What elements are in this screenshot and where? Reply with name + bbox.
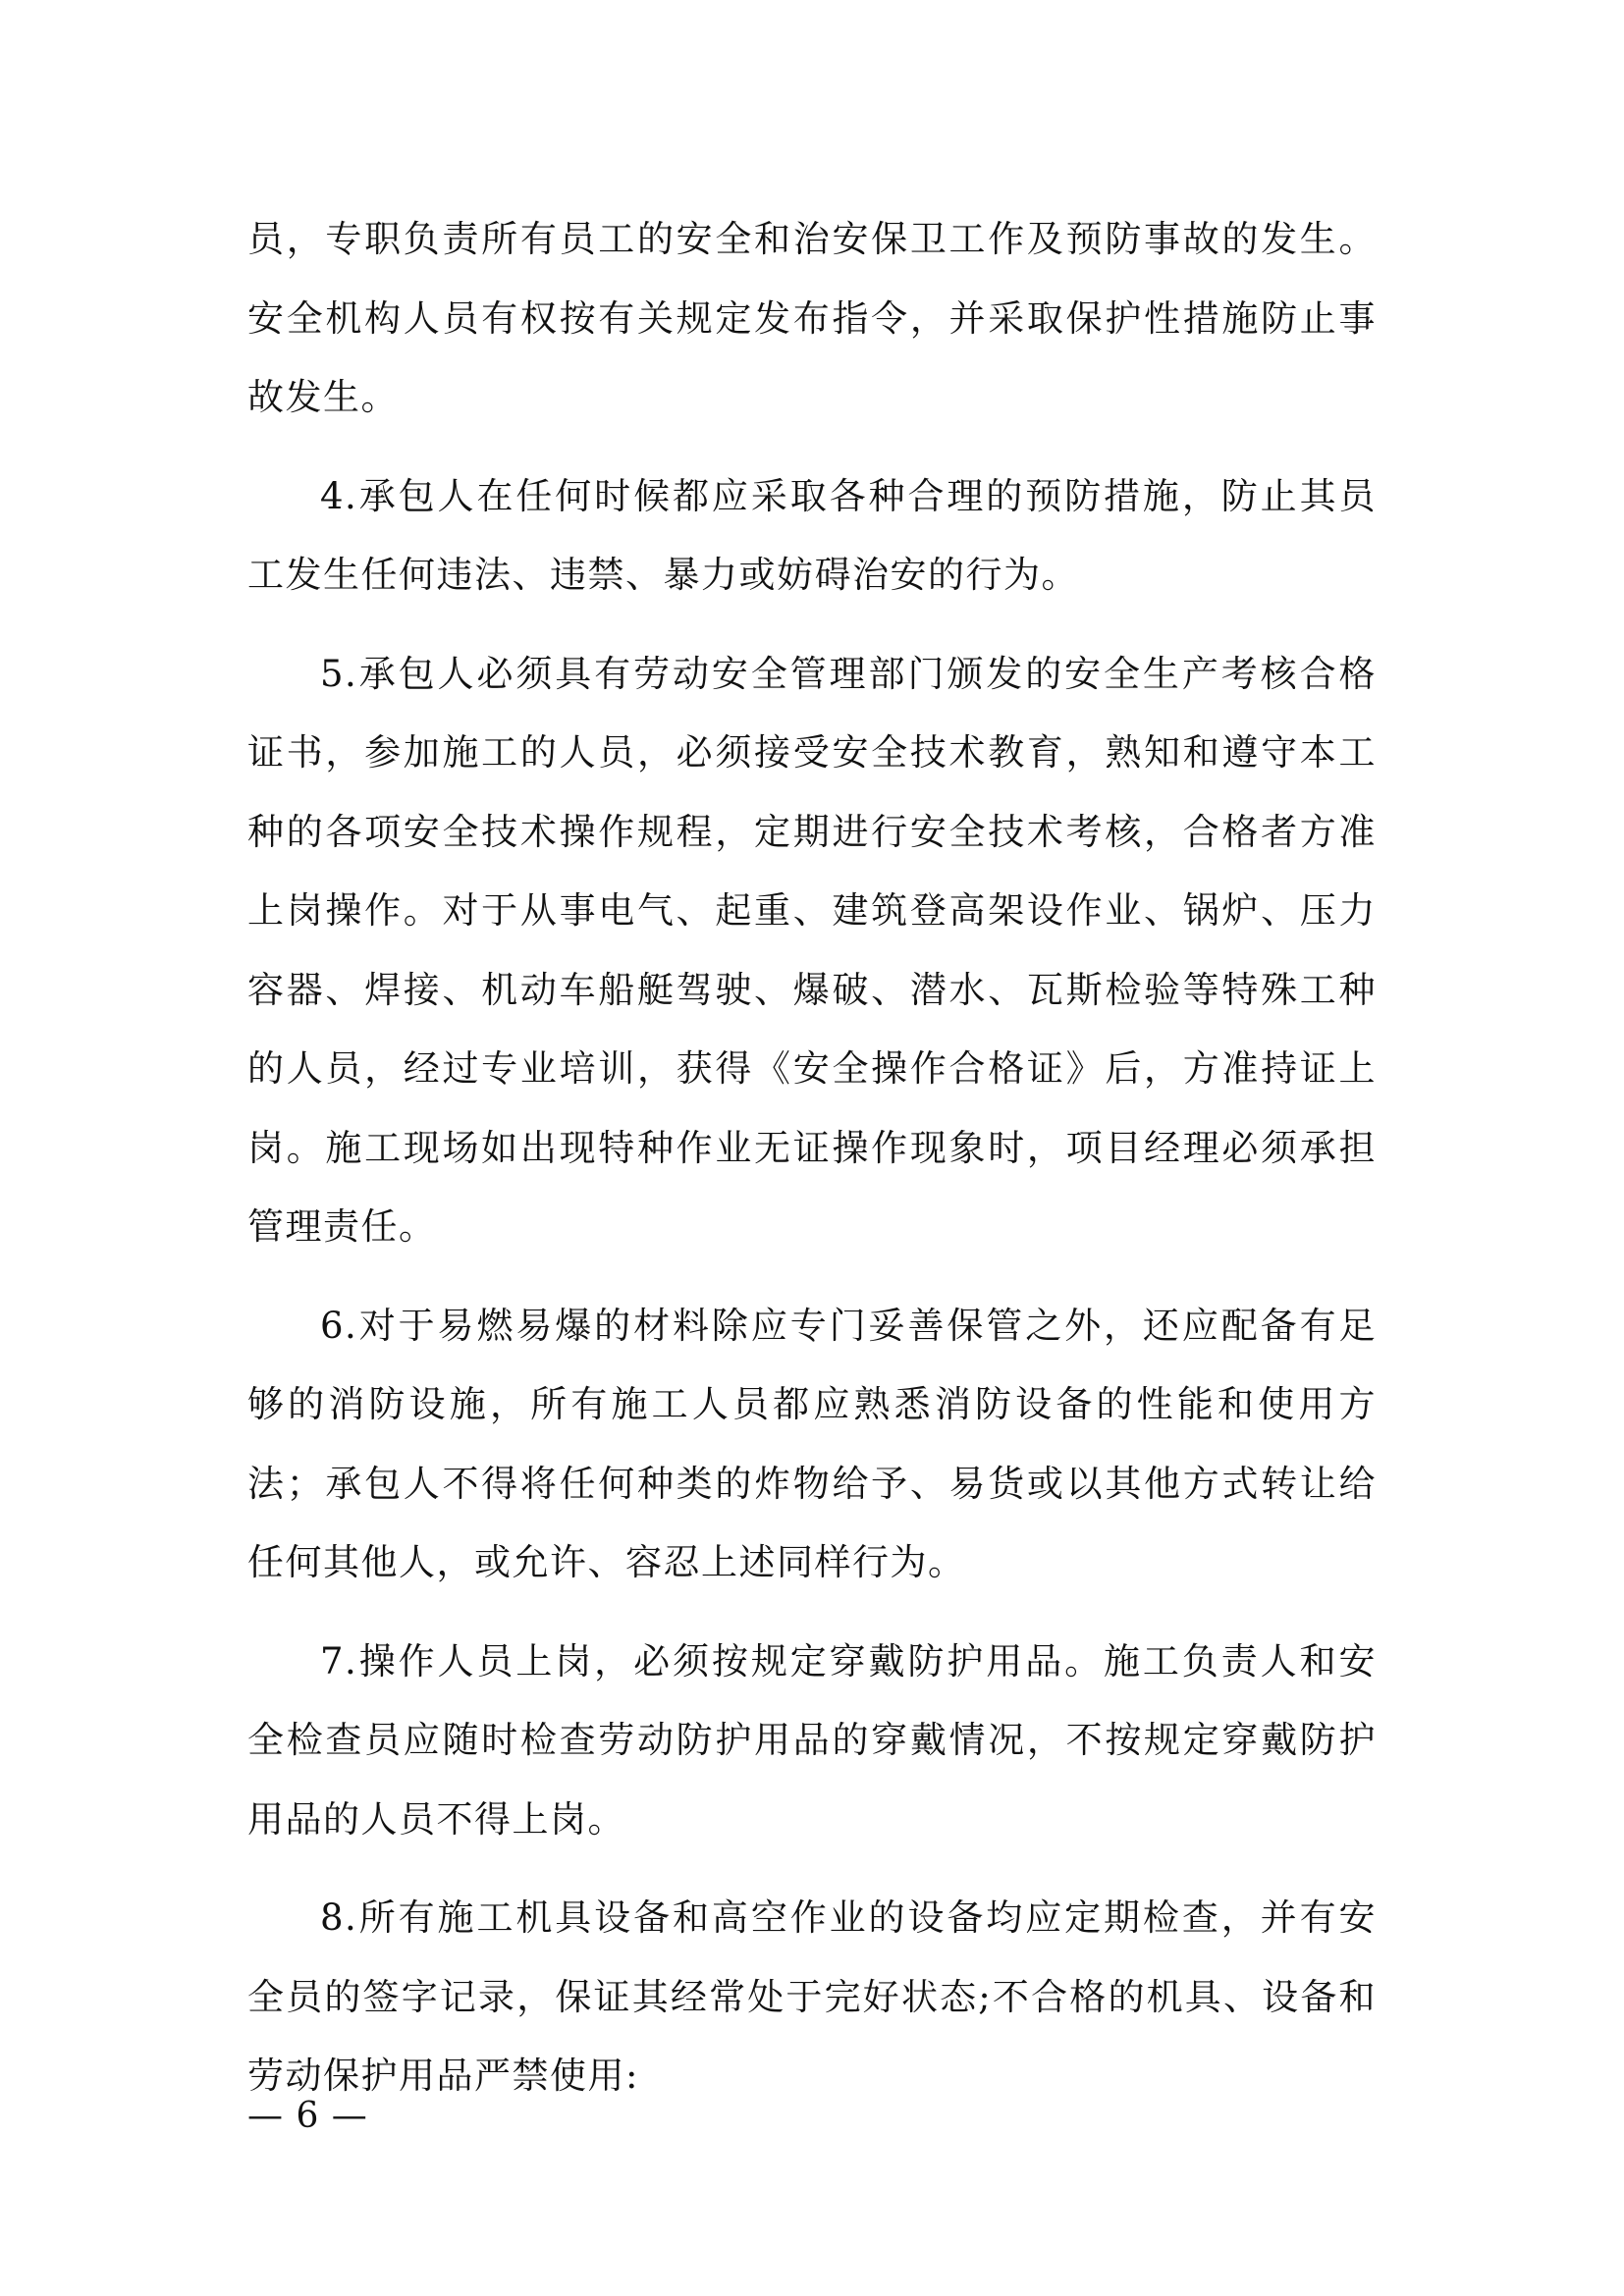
- paragraph-item-6: 6.对于易燃易爆的材料除应专门妥善保管之外，还应配备有足够的消防设施，所有施工人员都应熟悉消防设备的性能和使用方法；承包人不得将任何种类的炸物给予、易货或以其他方式转让给任何其他人，或允许、容忍上述同样行为。: [247, 1304, 1377, 1583]
- page-number: — 6 —: [247, 2096, 368, 2136]
- paragraph-item-5: 5.承包人必须具有劳动安全管理部门颁发的安全生产考核合格证书，参加施工的人员，必须接受安全技术教育，熟知和遵守本工种的各项安全技术操作规程，定期进行安全技术考核，合格者方准上岗操作。对于从事电气、起重、建筑登高架设作业、锅炉、压力容器、焊接、机动车船艇驾驶、爆破、潜水、瓦斯检验等特殊工种的人员，经过专业培训，获得《安全操作合格证》后，方准持证上岗。施工现场如出现特种作业无证操作现象时，项目经理必须承担管理责任。: [247, 652, 1377, 1248]
- paragraph-item-8: 8.所有施工机具设备和高空作业的设备均应定期检查，并有安全员的签字记录，保证其经常处于完好状态;不合格的机具、设备和劳动保护用品严禁使用:: [247, 1896, 1377, 2097]
- paragraph-continuation: 员，专职负责所有员工的安全和治安保卫工作及预防事故的发生。安全机构人员有权按有关规定发布指令，并采取保护性措施防止事故发生。: [247, 218, 1377, 418]
- paragraph-item-4: 4.承包人在任何时候都应采取各种合理的预防措施，防止其员工发生任何违法、违禁、暴力或妨碍治安的行为。: [247, 474, 1377, 596]
- page-body: [247, 200, 1377, 2136]
- paragraph-item-7: 7.操作人员上岗，必须按规定穿戴防护用品。施工负责人和安全检查员应随时检查劳动防护用品的穿戴情况，不按规定穿戴防护用品的人员不得上岗。: [247, 1639, 1377, 1841]
